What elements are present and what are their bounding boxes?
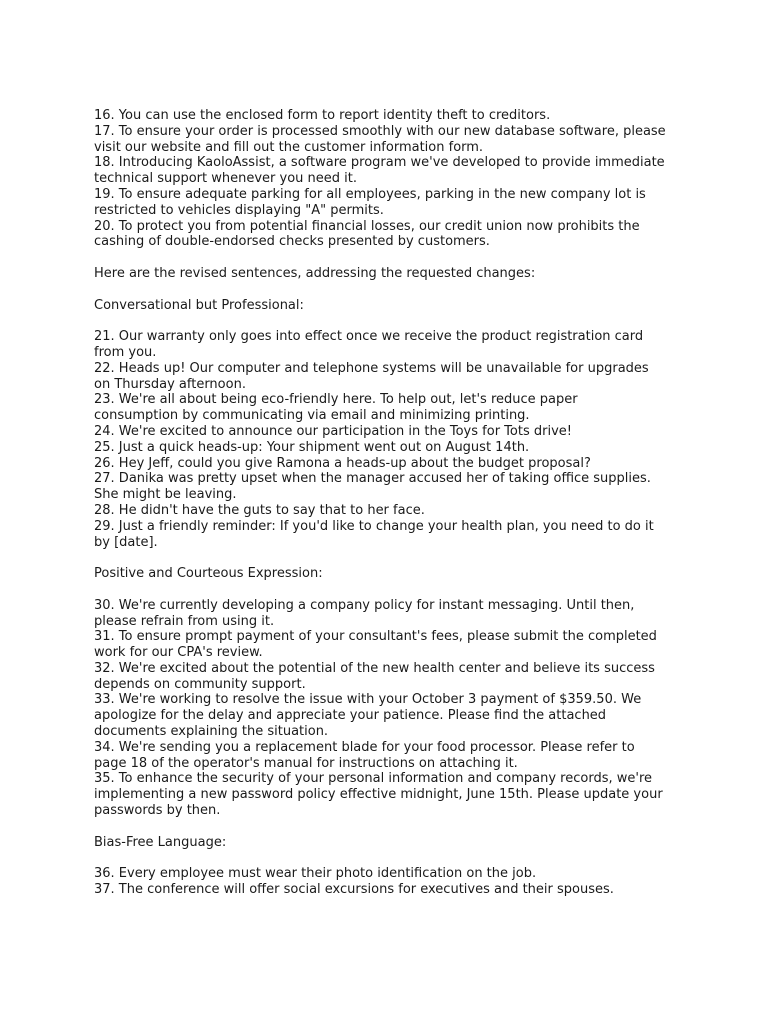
text-line: consumption by communicating via email and minimizing printing.: [94, 408, 530, 424]
blank-line: [94, 282, 678, 298]
text-line: 30. We're currently developing a company policy for instant messaging. Until then,: [94, 597, 635, 613]
text-line: 27. Danika was pretty upset when the manager accused her of taking office supplies.: [94, 471, 651, 487]
text-line: page 18 of the operator's manual for instructions on attaching it.: [94, 755, 518, 771]
text-line: She might be leaving.: [94, 487, 237, 503]
text-line: 35. To enhance the security of your personal information and company records, we're: [94, 771, 653, 787]
text-line: from you.: [94, 344, 157, 360]
section-heading-conversational: Conversational but Professional:: [94, 297, 304, 313]
text-line: depends on community support.: [94, 676, 306, 692]
text-line: 29. Just a friendly reminder: If you'd like to change your health plan, you need to do it: [94, 518, 654, 534]
sentences-16-20: [94, 108, 678, 250]
text-line: visit our website and fill out the customer information form.: [94, 139, 484, 155]
text-line: 37. The conference will offer social excursions for executives and their spouses.: [94, 882, 614, 898]
text-line: 18. Introducing KaoloAssist, a software program we've developed to provide immediate: [94, 155, 665, 171]
text-line: 26. Hey Jeff, could you give Ramona a heads-up about the budget proposal?: [94, 455, 591, 471]
sentences-21-29: [94, 329, 678, 550]
text-line: 20. To protect you from potential financial losses, our credit union now prohibits the: [94, 218, 640, 234]
blank-line: [94, 850, 678, 866]
text-line: passwords by then.: [94, 803, 221, 819]
intro-text: Here are the revised sentences, addressing the requested changes:: [94, 265, 536, 281]
text-line: 24. We're excited to announce our participation in the Toys for Tots drive!: [94, 423, 572, 439]
text-line: restricted to vehicles displaying "A" permits.: [94, 202, 384, 218]
text-line: 25. Just a quick heads-up: Your shipment went out on August 14th.: [94, 439, 530, 455]
text-line: 23. We're all about being eco-friendly here. To help out, let's reduce paper: [94, 392, 578, 408]
text-line: 36. Every employee must wear their photo identification on the job.: [94, 866, 537, 882]
text-line: implementing a new password policy effective midnight, June 15th. Please update your: [94, 787, 663, 803]
blank-line: [94, 250, 678, 266]
text-line: 17. To ensure your order is processed smoothly with our new database software, please: [94, 123, 666, 139]
blank-line: [94, 819, 678, 835]
text-line: 21. Our warranty only goes into effect once we receive the product registration card: [94, 329, 644, 345]
text-line: 34. We're sending you a replacement blade for your food processor. Please refer to: [94, 739, 635, 755]
text-line: 19. To ensure adequate parking for all employees, parking in the new company lot is: [94, 186, 646, 202]
text-line: on Thursday afternoon.: [94, 376, 246, 392]
text-line: 31. To ensure prompt payment of your consultant's fees, please submit the completed: [94, 629, 657, 645]
text-line: technical support whenever you need it.: [94, 171, 357, 187]
text-line: work for our CPA's review.: [94, 645, 263, 661]
text-line: 22. Heads up! Our computer and telephone systems will be unavailable for upgrades: [94, 360, 649, 376]
text-line: documents explaining the situation.: [94, 724, 329, 740]
text-line: by [date].: [94, 534, 158, 550]
text-line: 28. He didn't have the guts to say that to her face.: [94, 502, 425, 518]
text-line: 32. We're excited about the potential of the new health center and believe its success: [94, 660, 655, 676]
blank-line: [94, 550, 678, 566]
sentences-30-35: [94, 598, 678, 819]
section-heading-positive: Positive and Courteous Expression:: [94, 566, 323, 582]
text-line: apologize for the delay and appreciate your patience. Please find the attached: [94, 708, 607, 724]
text-line: please refrain from using it.: [94, 613, 275, 629]
text-line: 33. We're working to resolve the issue with your October 3 payment of $359.50. We: [94, 692, 642, 708]
section-heading-bias-free: Bias-Free Language:: [94, 834, 227, 850]
text-line: 16. You can use the enclosed form to report identity theft to creditors.: [94, 108, 551, 123]
text-line: cashing of double-endorsed checks presented by customers.: [94, 234, 490, 250]
sentences-36-37: [94, 866, 678, 898]
blank-line: [94, 582, 678, 598]
blank-line: [94, 313, 678, 329]
